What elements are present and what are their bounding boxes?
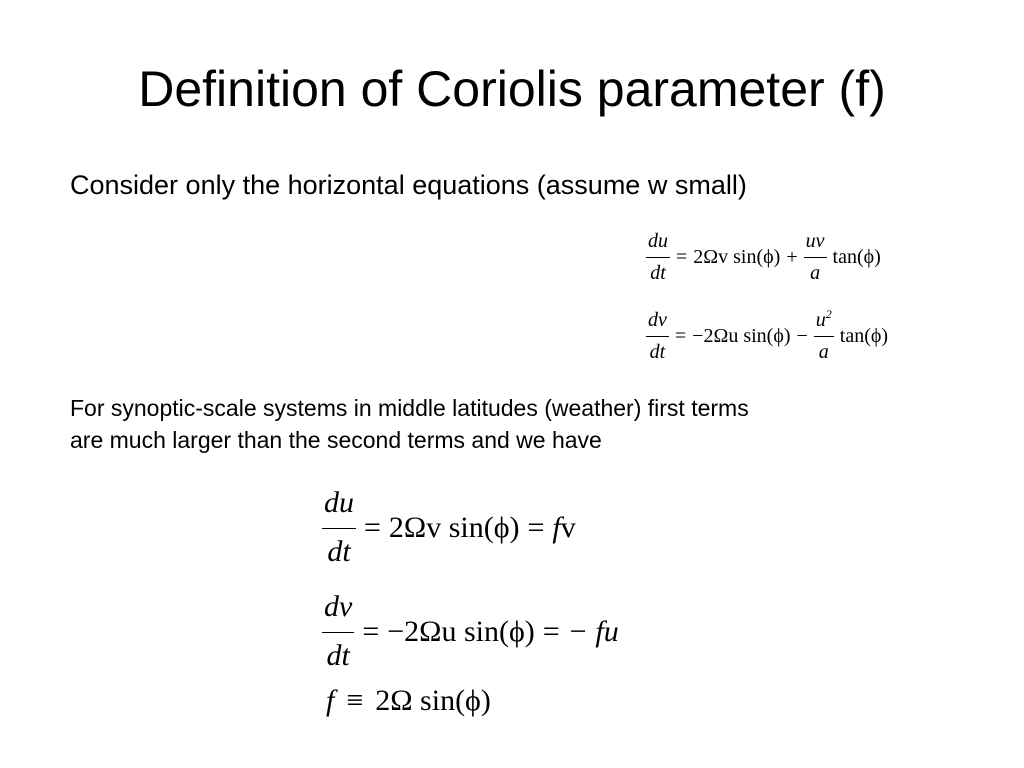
equals-sign: =	[362, 614, 380, 648]
denominator: a	[818, 341, 829, 363]
equivalence-sign: ≡	[346, 684, 364, 717]
coriolis-definition	[326, 684, 491, 718]
full-equation-du	[646, 230, 881, 285]
tan-term: tan(ϕ)	[839, 325, 889, 347]
denominator: dt	[650, 262, 666, 284]
velocity-v: v	[560, 510, 576, 544]
numerator	[814, 309, 834, 332]
fraction-bar	[814, 336, 834, 337]
numerator-exponent: 2	[825, 307, 832, 321]
dv-dt-fraction	[322, 590, 354, 673]
fraction-bar	[322, 632, 354, 633]
numerator: uv	[805, 230, 825, 252]
dv-dt-fraction	[646, 309, 669, 364]
numerator: dv	[648, 309, 667, 331]
denominator: dt	[327, 535, 351, 568]
denominator: a	[810, 262, 821, 284]
paragraph-line-2: are much larger than the second terms and we have	[70, 427, 602, 453]
slide-title: Definition of Coriolis parameter (f)	[138, 61, 886, 117]
paragraph-line-1: For synoptic-scale systems in middle latitudes (weather) first terms	[70, 395, 749, 421]
equals-sign: =	[364, 510, 381, 544]
plus-sign: +	[786, 246, 798, 268]
numerator-base: u	[815, 309, 826, 331]
fraction-bar	[804, 257, 827, 258]
intro-text: Consider only the horizontal equations (assume w small)	[70, 170, 747, 200]
denominator: dt	[649, 341, 666, 363]
equals-sign: =	[674, 325, 687, 347]
denominator: dt	[326, 639, 350, 672]
equals-sign-2: =	[542, 614, 560, 648]
numerator: dv	[324, 590, 353, 623]
coriolis-term: 2Ωv sin(ϕ)	[693, 246, 781, 268]
equals-sign-2: =	[527, 510, 545, 544]
fraction-bar	[322, 528, 356, 529]
numerator: du	[648, 230, 668, 252]
tan-term: tan(ϕ)	[832, 246, 881, 268]
coriolis-term: 2Ωv sin(ϕ)	[388, 510, 520, 544]
explanation-paragraph	[70, 392, 749, 456]
coriolis-term: −2Ωu sin(ϕ)	[692, 325, 791, 347]
coriolis-parameter-f: f	[552, 510, 561, 544]
fraction-bar	[646, 336, 669, 337]
approx-equation-du	[322, 486, 576, 569]
numerator: du	[324, 486, 354, 519]
uv-over-a-fraction	[804, 230, 827, 285]
coriolis-term: −2Ωu sin(ϕ)	[387, 614, 535, 648]
du-dt-fraction	[646, 230, 670, 285]
fraction-bar	[646, 257, 670, 258]
full-equation-dv	[646, 309, 888, 364]
equals-sign: =	[676, 246, 688, 268]
u-squared-over-a-fraction	[814, 309, 834, 364]
du-dt-fraction	[322, 486, 356, 569]
coriolis-parameter-f: f	[326, 684, 335, 717]
result-term: − fu	[567, 614, 619, 648]
definition-term: 2Ω sin(ϕ)	[375, 684, 491, 717]
minus-sign: −	[796, 325, 808, 347]
approx-equation-dv	[322, 590, 619, 673]
